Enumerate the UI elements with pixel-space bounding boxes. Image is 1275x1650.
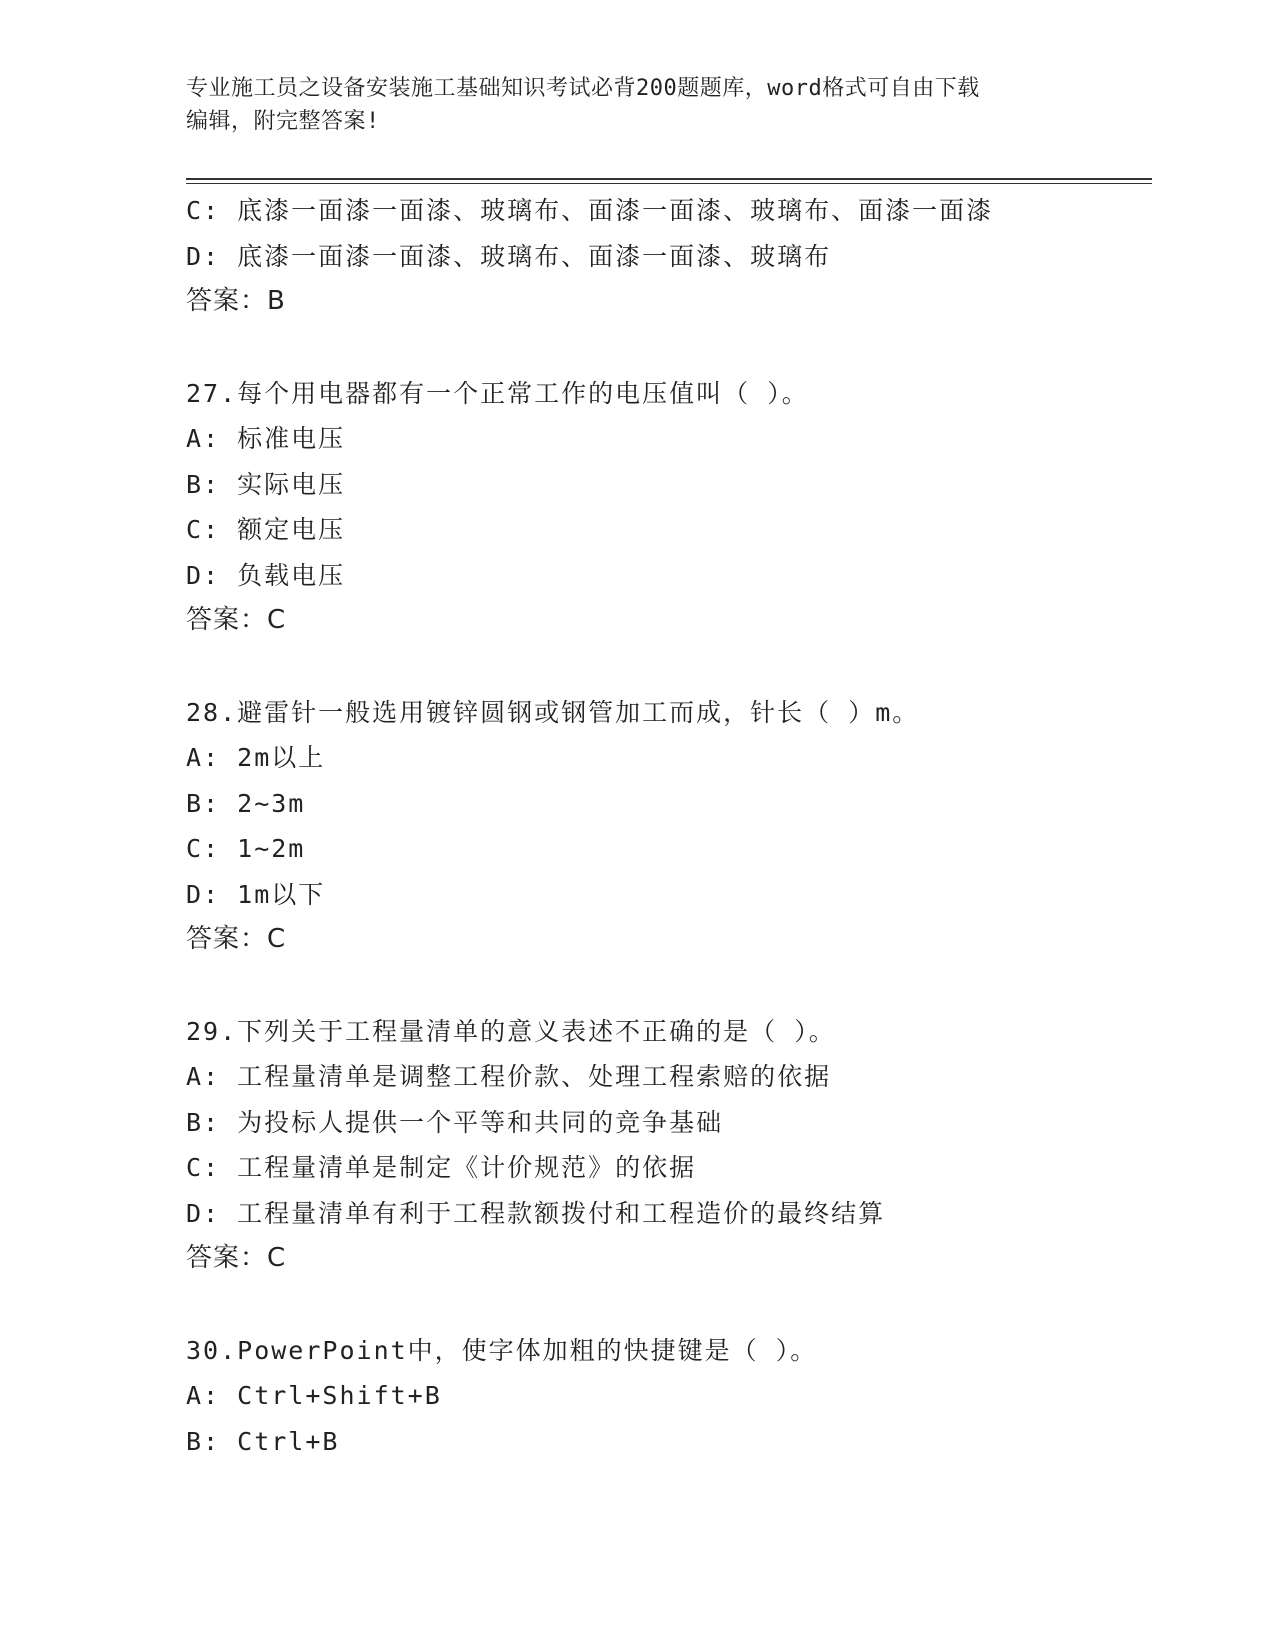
- option-b: B: Ctrl+B: [186, 1426, 340, 1456]
- answer: 答案：C: [186, 605, 287, 635]
- option-d: D: 负载电压: [186, 560, 346, 590]
- option-d: D: 工程量清单有利于工程款额拨付和工程造价的最终结算: [186, 1198, 886, 1228]
- option-b: B: 为投标人提供一个平等和共同的竞争基础: [186, 1107, 724, 1137]
- spacer: [186, 325, 1146, 371]
- header-line-2: 编辑，附完整答案!: [186, 109, 380, 134]
- question-27: [186, 371, 1146, 644]
- option-c: C: 1~2m: [186, 834, 306, 863]
- option-c: C: 底漆一面漆一面漆、玻璃布、面漆一面漆、玻璃布、面漆一面漆: [186, 196, 994, 225]
- option-a: A: Ctrl+Shift+B: [186, 1381, 442, 1410]
- question-26: [186, 188, 1146, 325]
- answer: 答案：B: [186, 286, 286, 316]
- question-30: [186, 1328, 1146, 1465]
- spacer: [186, 644, 1146, 690]
- question-stem: 30.PowerPoint中，使字体加粗的快捷键是（ ）。: [186, 1335, 818, 1365]
- question-28: [186, 690, 1146, 963]
- question-stem: 27.每个用电器都有一个正常工作的电压值叫（ ）。: [186, 378, 809, 408]
- option-d: D: 底漆一面漆一面漆、玻璃布、面漆一面漆、玻璃布: [186, 241, 832, 271]
- option-b: B: 2~3m: [186, 788, 306, 818]
- question-list: [186, 188, 1146, 1464]
- option-d: D: 1m以下: [186, 879, 326, 909]
- spacer: [186, 1282, 1146, 1328]
- question-stem: 29.下列关于工程量清单的意义表述不正确的是（ ）。: [186, 1016, 836, 1046]
- header-line-1: 专业施工员之设备安装施工基础知识考试必背200题题库，word格式可自由下载: [186, 76, 980, 101]
- header-divider-thin: [186, 183, 1152, 184]
- answer: 答案：C: [186, 924, 287, 954]
- option-c: C: 额定电压: [186, 515, 346, 544]
- question-stem: 28.避雷针一般选用镀锌圆钢或钢管加工而成，针长（ ）m。: [186, 697, 920, 727]
- header-divider-thick: [186, 178, 1152, 180]
- spacer: [186, 963, 1146, 1009]
- option-a: A: 2m以上: [186, 743, 326, 772]
- answer: 答案：C: [186, 1243, 287, 1273]
- option-b: B: 实际电压: [186, 469, 346, 499]
- option-c: C: 工程量清单是制定《计价规范》的依据: [186, 1153, 697, 1182]
- question-29: [186, 1009, 1146, 1282]
- document-header: [186, 72, 1086, 138]
- option-a: A: 工程量清单是调整工程价款、处理工程索赔的依据: [186, 1062, 832, 1091]
- option-a: A: 标准电压: [186, 424, 346, 453]
